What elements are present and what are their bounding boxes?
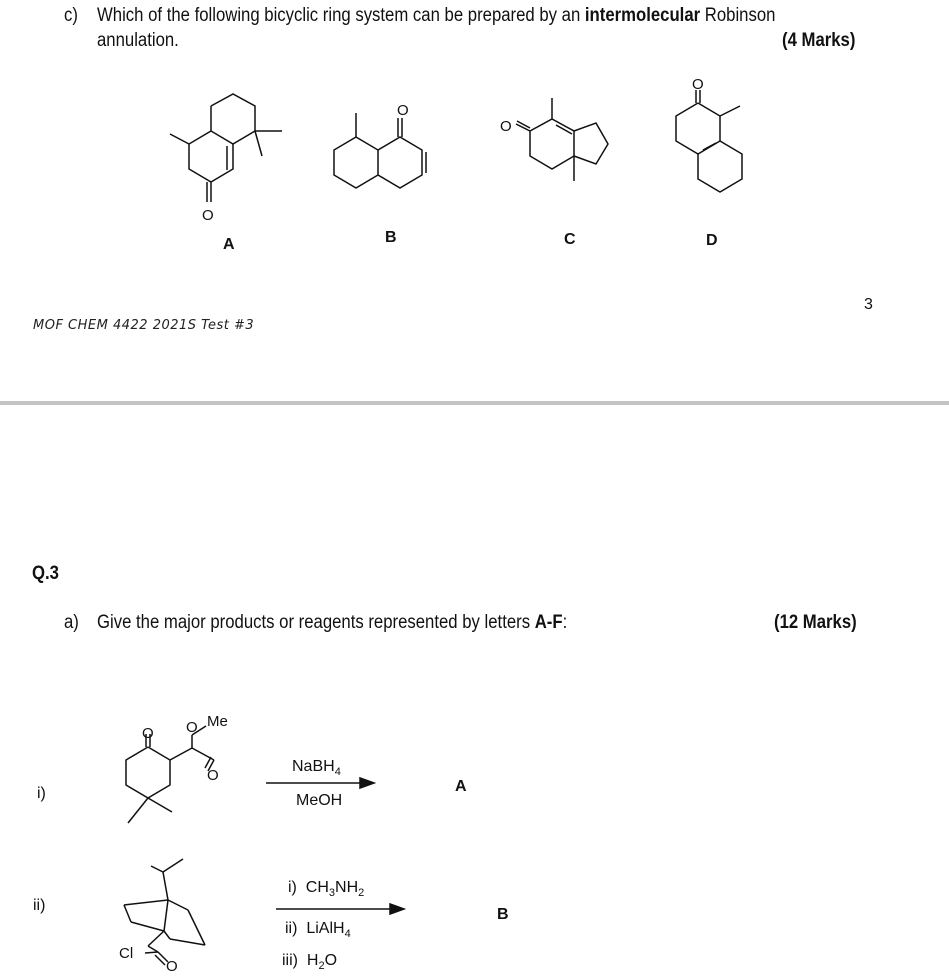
step3-reagent-tail: O xyxy=(324,952,338,969)
question-number: Q.3 xyxy=(32,563,59,584)
part-c-text: Which of the following bicyclic ring system can be prepared by an xyxy=(97,5,585,26)
reaction-i-reagent-bottom: MeOH xyxy=(296,792,343,809)
part-a-prefix: a) xyxy=(64,612,79,633)
part-a-text-tail: : xyxy=(562,612,568,633)
step3-reagent: H xyxy=(306,952,319,969)
part-c-emphasis: intermolecular xyxy=(584,5,701,26)
step1-reagent-tail: NH xyxy=(335,879,359,896)
part-a-letters: A-F xyxy=(534,612,563,633)
ketone-oxygen: O xyxy=(142,725,154,742)
reagent-subscript: 4 xyxy=(334,766,341,779)
reagent-nabh: NaBH xyxy=(292,758,335,775)
step1-tail-subscript: 2 xyxy=(358,887,365,900)
part-c-question-line2: annulation. xyxy=(97,30,179,51)
chlorine-label: Cl xyxy=(119,945,134,962)
reaction-ii-label: ii) xyxy=(33,897,46,914)
carbonyl-oxygen: O xyxy=(207,767,219,784)
step2-reagent: LiAlH xyxy=(306,920,345,937)
atom-o: O xyxy=(397,102,409,119)
step1-number: i) xyxy=(288,879,297,896)
step2-subscript: 4 xyxy=(344,928,351,941)
step3-number: iii) xyxy=(282,952,298,969)
methyl-label: Me xyxy=(207,713,228,730)
product-label-b: B xyxy=(497,906,509,923)
atom-o: O xyxy=(692,76,704,93)
course-note: MOF CHEM 4422 2021S Test #3 xyxy=(33,318,255,333)
step1-subscript: 3 xyxy=(328,887,336,900)
ester-oxygen: O xyxy=(186,719,198,736)
reaction-ii-step2 xyxy=(285,920,351,940)
option-label-b: B xyxy=(385,229,397,246)
part-a-marks: (12 Marks) xyxy=(774,612,857,633)
option-label-c: C xyxy=(564,231,576,248)
step2-number: ii) xyxy=(285,920,298,937)
part-c-text-tail: Robinson xyxy=(700,5,776,26)
option-label-a: A xyxy=(223,236,235,253)
step3-subscript: 2 xyxy=(318,960,325,973)
product-label-a: A xyxy=(455,778,467,795)
atom-o: O xyxy=(500,118,512,135)
acyl-oxygen: O xyxy=(166,958,178,975)
part-a-text: Give the major products or reagents represented by letters xyxy=(97,612,535,633)
option-label-d: D xyxy=(706,232,718,249)
reaction-ii-step1 xyxy=(288,879,364,899)
step1-reagent: CH xyxy=(305,879,329,896)
part-c-prefix: c) xyxy=(64,5,78,26)
part-c-marks: (4 Marks) xyxy=(782,30,856,51)
reaction-ii-step3 xyxy=(282,952,337,972)
atom-o: O xyxy=(202,207,214,224)
page-number: 3 xyxy=(864,296,873,313)
reaction-i-label: i) xyxy=(37,785,46,802)
